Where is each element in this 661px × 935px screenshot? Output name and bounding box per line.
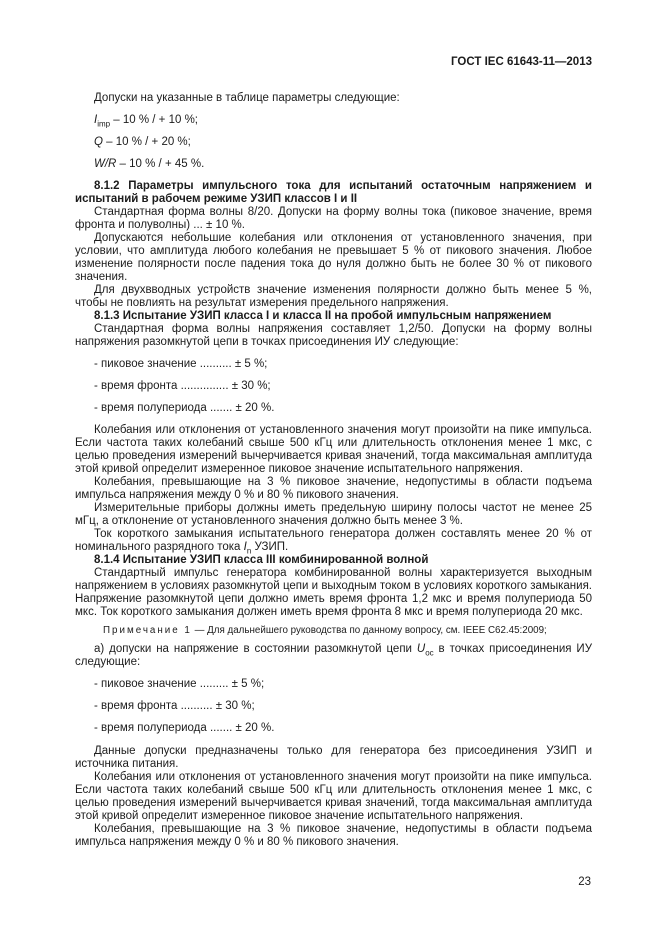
formula-variable: W/R (94, 158, 117, 170)
symbol-subscript: n (246, 546, 252, 556)
formula-iimp (94, 114, 592, 127)
paragraph: Колебания или отклонения от установленного значения могут произойти на пике импульса. Если частота таких колебаний свыше 500 кГц или длительность отклонения менее 1 мкс, с целью проведения измерений вычерчивается кривая значений, тогда максимальная амплитуда этой кривой определит измеренное пиковое значение испытательного напряжения. (75, 771, 592, 822)
formula-variable: Q (94, 136, 103, 148)
list-item: - время фронта .......... ± 30 %; (94, 700, 255, 712)
intro-paragraph: Допуски на указанные в таблице параметры следующие: (94, 92, 400, 104)
formula-subscript: imp (97, 119, 111, 129)
formula-q (94, 136, 592, 149)
symbol-in: I (243, 541, 247, 553)
formula-tolerance: – 10 % / + 10 %; (110, 114, 198, 126)
paragraph: Колебания, превышающие на 3 % пиковое значение, недопустимы в области подъема импульса напряжения между 0 % и 80 % пикового значения. (75, 476, 592, 501)
paragraph: Данные допуски предназначены только для генератора без присоединения УЗИП и источника питания. (75, 745, 592, 770)
formula-variable: I (94, 114, 98, 126)
page-body (75, 92, 592, 849)
list-item: - пиковое значение ......... ± 5 %; (94, 678, 265, 690)
paragraph: Допускаются небольшие колебания или отклонения от установленного значения, при условии, что амплитуда любого колебания не превышает 5 % от пикового значения. Любое изменение полярности после падения тока до нуля должно быть не более 30 % от пикового значения. (75, 232, 592, 283)
paragraph: Стандартная форма волны напряжения составляет 1,2/50. Допуски на форму волны напряжения разомкнутой цепи в точках присоединения ИУ следующие: (75, 323, 592, 348)
paragraph: Для двухвводных устройств значение изменения полярности должно быть менее 5 %, чтобы не повлиять на результат измерения предельного напряжения. (75, 284, 592, 309)
page-number: 23 (578, 876, 591, 888)
note-text: — Для дальнейшего руководства по данному вопросу, см. IEEE C62.45:2009; (191, 625, 547, 636)
symbol-uoc: U (416, 643, 426, 655)
paragraph: Колебания или отклонения от установленного значения могут произойти на пике импульса. Если частота таких колебаний свыше 500 кГц или длительность отклонения менее 1 мкс, с целью проведения измерений вычерчивается кривая значений, тогда максимальная амплитуда этой кривой определит измеренное пиковое значение испытательного напряжения. (75, 424, 592, 475)
section-heading-812: 8.1.2 Параметры импульсного тока для испытаний остаточным напряжением и испытаний в рабочем режиме УЗИП классов I и II (75, 180, 592, 205)
section-heading-814: 8.1.4 Испытание УЗИП класса III комбинированной волной (94, 554, 429, 566)
formula-tolerance: – 10 % / + 45 %. (116, 158, 205, 170)
doc-header (75, 56, 592, 68)
list-item: - время фронта ............... ± 30 %; (94, 380, 271, 392)
symbol-subscript: ос (425, 648, 434, 658)
paragraph: Стандартный импульс генератора комбинированной волны характеризуется выходным напряжением в условиях разомкнутой цепи и выходным током в условиях короткого замыкания. Напряжение разомкнутой цепи должно иметь время фронта 1,2 мкс и время полупериода 50 мкс. Ток короткого замыкания должен иметь время фронта 8 мкс и время полупериода 20 мкс. (75, 567, 592, 618)
paragraph-with-symbol: Ток короткого замыкания испытательного генератора должен составлять менее 20 % от номинального разрядного тока $I_n$ УЗИП. (75, 528, 592, 556)
paragraph: Колебания, превышающие на 3 % пиковое значение, недопустимы в области подъема импульса напряжения между 0 % и 80 % пикового значения. (75, 823, 592, 848)
page-footer (578, 876, 591, 888)
list-item: - пиковое значение .......... ± 5 %; (94, 358, 268, 370)
list-item: - время полупериода ....... ± 20 %. (94, 722, 275, 734)
formula-wr (94, 158, 592, 171)
list-item: - время полупериода ....... ± 20 %. (94, 402, 275, 414)
paragraph: Измерительные приборы должны иметь предельную ширину полосы частот не менее 25 мГц, а отклонение от установленного значения должно быть менее 3 %. (75, 502, 592, 527)
formula-tolerance: – 10 % / + 20 %; (102, 136, 191, 148)
doc-number: ГОСТ IEC 61643-11—2013 (451, 56, 592, 68)
paragraph-with-symbol: а) допуски на напряжение в состоянии разомкнутой цепи $U_{ос}$ в точках присоединения ИУ следующие: (75, 643, 592, 668)
section-heading-813: 8.1.3 Испытание УЗИП класса I и класса II на пробой импульсным напряжением (94, 310, 552, 322)
note (75, 625, 592, 637)
note-label: Примечание 1 (103, 625, 192, 636)
paragraph: Стандартная форма волны 8/20. Допуски на форму волны тока (пиковое значение, время фронта и полуволны) ... ± 10 %. (75, 206, 592, 231)
